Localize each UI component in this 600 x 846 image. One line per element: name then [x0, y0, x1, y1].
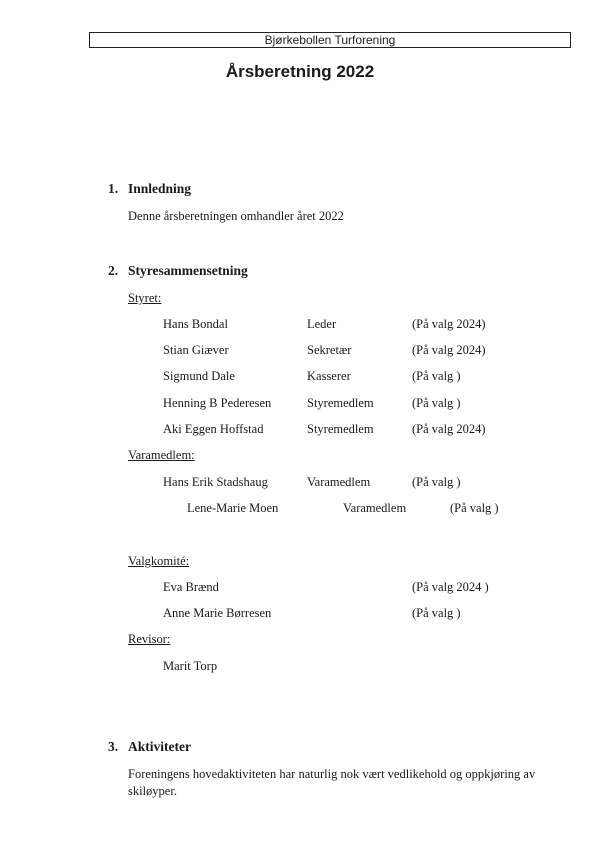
committee-member-term: (På valg 2024 ) [412, 580, 489, 594]
committee-member-term: (På valg ) [412, 606, 461, 620]
board-member-role: Kasserer [307, 369, 351, 383]
board-label: Styret: [128, 291, 162, 305]
board-member-name: Sigmund Dale [163, 369, 235, 383]
board-member-name: Hans Bondal [163, 317, 228, 331]
board-member-term: (På valg 2024) [412, 317, 486, 331]
deputy-role: Varamedlem [307, 475, 371, 489]
section-3-text: Foreningens hovedaktiviteten har naturlig nok vært vedlikehold og oppkjøring av skiløyper. [128, 767, 536, 798]
board-member-name: Stian Giæver [163, 343, 229, 357]
board-member-term: (På valg 2024) [412, 422, 486, 436]
section-2-heading: Styresammensetning [128, 263, 248, 278]
auditor-name: Marit Torp [163, 659, 218, 673]
committee-member-name: Anne Marie Børresen [163, 606, 272, 620]
section-1-text: Denne årsberetningen omhandler året 2022 [128, 209, 344, 223]
board-member-role: Leder [307, 317, 337, 331]
board-member-term: (På valg 2024) [412, 343, 486, 357]
auditor-label: Revisor: [128, 632, 171, 646]
organization-header: Bjørkebollen Turforening [89, 32, 571, 48]
section-1-heading: Innledning [128, 181, 192, 196]
board-member-name: Henning B Pederesen [163, 396, 272, 410]
board-member-role: Styremedlem [307, 422, 374, 436]
committee-member-name: Eva Brænd [163, 580, 219, 594]
section-3-number: 3. [108, 739, 119, 754]
board-member-role: Styremedlem [307, 396, 374, 410]
deputy-term: (På valg ) [450, 501, 499, 515]
deputy-name: Hans Erik Stadshaug [163, 475, 268, 489]
section-3-heading: Aktiviteter [128, 739, 191, 754]
committee-label: Valgkomité: [128, 554, 190, 568]
deputy-role: Varamedlem [343, 501, 407, 515]
board-member-term: (På valg ) [412, 396, 461, 410]
board-member-term: (På valg ) [412, 369, 461, 383]
section-1-number: 1. [108, 181, 119, 196]
deputy-name: Lene-Marie Moen [187, 501, 279, 515]
board-member-role: Sekretær [307, 343, 352, 357]
deputy-label: Varamedlem: [128, 448, 195, 462]
section-2-number: 2. [108, 263, 119, 278]
document-title: Årsberetning 2022 [225, 62, 375, 81]
board-member-name: Aki Eggen Hoffstad [163, 422, 264, 436]
deputy-term: (På valg ) [412, 475, 461, 489]
